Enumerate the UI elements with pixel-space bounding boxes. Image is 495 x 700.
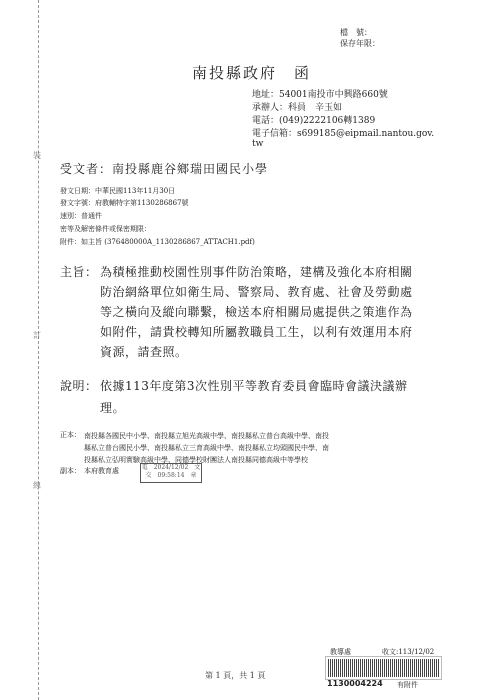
page-number: 第 1 頁，共 1 頁 [205,671,266,680]
binding-mark-3: 線 [33,481,41,490]
recipient: 受文者：南投縣鹿谷鄉瑞田國民小學 [60,162,269,176]
email-continued: tw [252,139,264,149]
security-level: 密等及解密條件或保密期限： [60,225,151,233]
barcode-bars [328,659,439,677]
attachment-flag: 有附件 [397,681,418,689]
address: 地址：54001南投市中興路660號 [252,90,388,100]
subject-line: 為積極推動校園性別事件防治策略，建構及強化本府相關 [100,265,413,279]
explanation-line: 理。 [100,401,126,415]
explanation-body [100,376,445,420]
file-number-label: 檔 號： [340,28,372,37]
receipt-unit: 教導處 [330,648,351,656]
receipt-date: 收文:113/12/02 [382,648,435,656]
email: 電子信箱：s699185@eipmail.nantou.gov. [252,129,435,139]
contact-person: 承辦人：科員 辛玉如 [252,103,343,113]
subject-label: 主旨： [60,265,98,279]
main-recipients-label: 正本： [60,431,81,439]
stamp-line: 交 09:58:14 章 [145,472,197,479]
subject-body [100,262,445,362]
document-number: 發文字號：府教輔特字第1130286867號 [60,199,189,207]
binding-line [38,0,39,700]
explanation-label: 說明： [60,379,98,393]
explanation-line: 依據113年度第3次性別平等教育委員會臨時會議決議辦 [100,379,408,393]
barcode [325,656,442,680]
main-recipients-line: 縣私立普台國民小學、南投縣私立三育高級中學、南投縣私立均頭國民中學、南 [84,444,329,452]
speed-level: 速別：普通件 [60,212,102,220]
main-recipients-line: 南投縣各國民中小學、南投縣立旭光高級中學、南投縣私立普台高級中學、南投 [84,432,329,440]
main-recipients [84,430,444,466]
cc-recipients: 本府教育處 [84,467,119,475]
document-title: 南投縣政府 函 [192,64,312,82]
attachment-info: 附件：如主旨 (376480000A_1130286867_ATTACH1.pdf) [60,238,255,246]
subject-line: 等之橫向及縱向聯繫，檢送本府相關局處提供之策進作為 [100,305,413,319]
issue-date: 發文日期：中華民國113年11月30日 [60,187,176,195]
binding-mark-2: 訂 [33,331,41,340]
subject-line: 防治網絡單位如衛生局、警察局、教育處、社會及勞動處 [100,285,413,299]
main-recipients-line: 投縣私立弘明實驗高級中學、同德學校財團法人南投縣同德高級中等學校 [84,456,308,464]
retention-label: 保存年限： [340,39,380,48]
subject-line: 資源，請查照。 [100,345,188,359]
phone: 電話：(049)2222106轉1389 [252,116,376,126]
binding-mark-1: 裝 [33,151,41,160]
exchange-stamp [140,463,202,483]
subject-line: 如附件，請貴校轉知所屬教職員工生，以利有效運用本府 [100,325,413,339]
cc-label: 副本： [60,467,81,475]
receipt-number: 1130004224 [327,679,383,688]
stamp-line: 電 2024/12/02 文 [141,464,201,471]
